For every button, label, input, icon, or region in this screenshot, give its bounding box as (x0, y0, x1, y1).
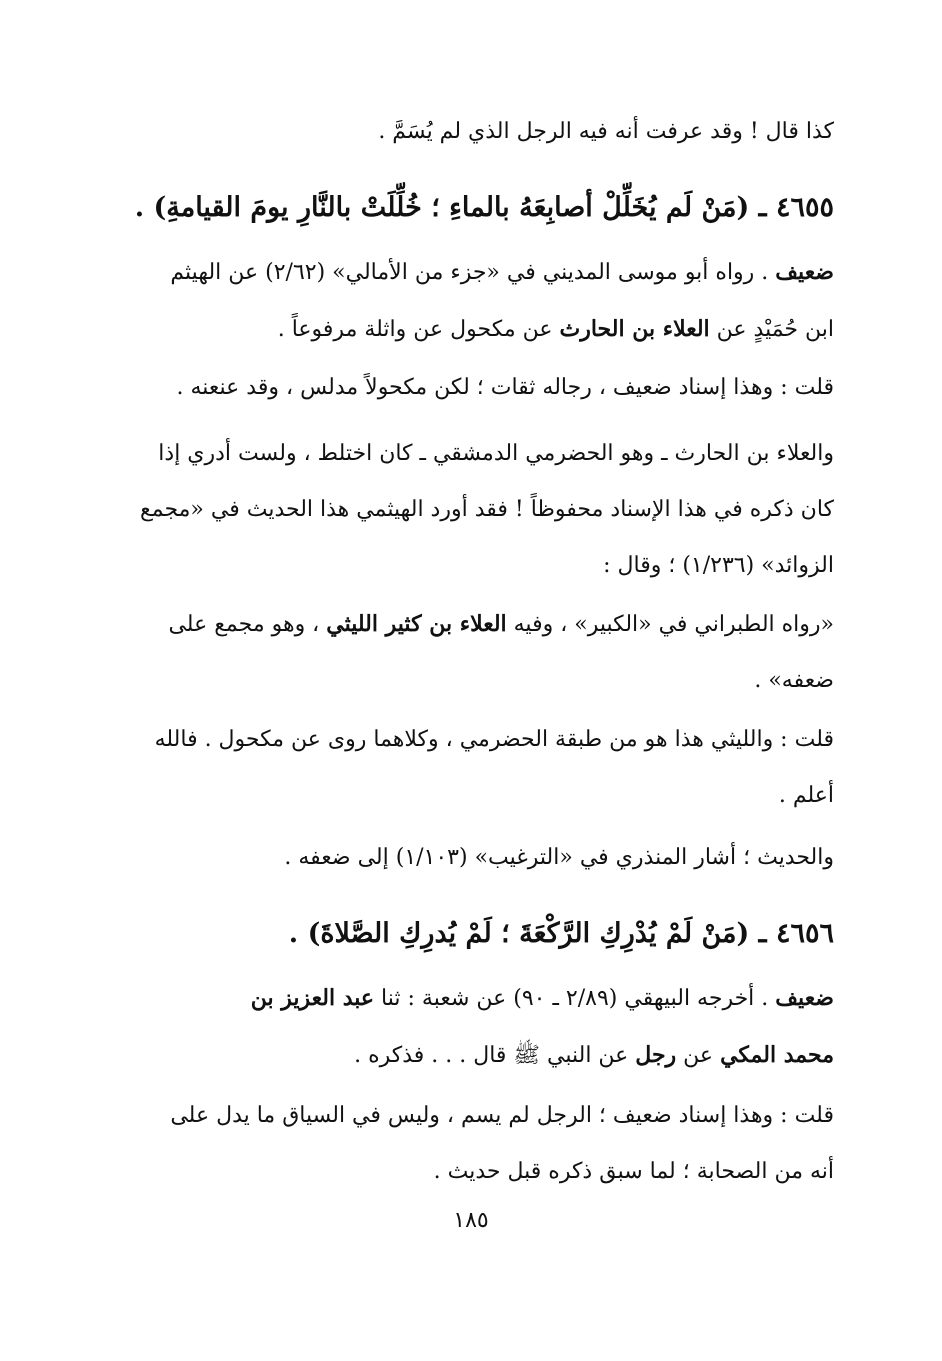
paragraph-6-line-2: أعلم . (778, 783, 834, 808)
narrator-name: عبد العزيز بن (250, 985, 375, 1011)
paragraph-3-text: قلت : وهذا إسناد ضعيف ، رجاله ثقات ؛ لكن مكحولاً مدلس ، وقد عنعنه . (176, 375, 834, 400)
narrator-name: رجل (635, 1042, 677, 1068)
narrator-name: محمد المكي (720, 1042, 834, 1068)
text-segment: . أخرجه البيهقي (٢/٨٩ ـ ٩٠) عن شعبة : ثنا (374, 986, 776, 1011)
paragraph-1 (96, 104, 834, 160)
paragraph-4-line-3: الزوائد» (١/٢٣٦) ؛ وقال : (603, 553, 834, 578)
paragraph-8-line-1 (96, 970, 834, 1027)
hadith-4656-text: ٤٦٥٦ ـ (مَنْ لَمْ يُدْرِكِ الرَّكْعَةَ ؛ لَمْ يُدرِكِ الصَّلاةَ) . (288, 918, 834, 949)
paragraph-9-line-2: أنه من الصحابة ؛ لما سبق ذكره قبل حديث . (433, 1159, 834, 1184)
page-number: ١٨٥ (453, 1208, 489, 1233)
hadith-4655-heading (96, 180, 834, 236)
hadith-4655-text: ٤٦٥٥ ـ (مَنْ لَم يُخَلِّلْ أصابِعَهُ بالماءِ ؛ خُلِّلَتْ بالنَّارِ يومَ القيامةِ) . (134, 192, 834, 223)
paragraph-4 (96, 426, 834, 594)
paragraph-2-line-1-rest: . رواه أبو موسى المديني في «جزء من الأمالي» (٢/٦٢) عن الهيثم (170, 260, 776, 285)
paragraph-3 (96, 360, 834, 416)
paragraph-9-line-1: قلت : وهذا إسناد ضعيف ؛ الرجل لم يسم ، وليس في السياق ما يدل على (170, 1103, 834, 1128)
paragraph-8 (96, 970, 834, 1084)
text-segment: عن (676, 1043, 721, 1068)
paragraph-2-line-1 (96, 244, 834, 301)
text-segment: ابن حُمَيْدٍ عن (709, 317, 834, 342)
paragraph-9 (96, 1088, 834, 1200)
paragraph-5-line-1 (96, 596, 834, 653)
narrator-name: العلاء بن الحارث (559, 316, 710, 342)
narrator-name: العلاء بن كثير الليثي (326, 611, 507, 637)
grade-label: ضعيف (775, 259, 834, 285)
text-segment: ، وهو مجمع على (168, 612, 327, 637)
text-segment: «رواه الطبراني في «الكبير» ، وفيه (506, 612, 834, 637)
paragraph-1-text: كذا قال ! وقد عرفت أنه فيه الرجل الذي لم يُسَمَّ . (378, 119, 834, 144)
paragraph-6 (96, 712, 834, 824)
paragraph-2 (96, 244, 834, 358)
paragraph-7-text: والحديث ؛ أشار المنذري في «الترغيب» (١/١٠٣) إلى ضعفه . (284, 845, 834, 870)
paragraph-4-line-2: كان ذكره في هذا الإسناد محفوظاً ! فقد أورد الهيثمي هذا الحديث في «مجمع (140, 497, 834, 522)
paragraph-7 (96, 830, 834, 886)
paragraph-2-line-2 (96, 301, 834, 358)
grade-label: ضعيف (775, 985, 834, 1011)
text-segment: عن مكحول عن واثلة مرفوعاً . (277, 317, 560, 342)
paragraph-6-line-1: قلت : والليثي هذا هو من طبقة الحضرمي ، وكلاهما روى عن مكحول . فالله (154, 727, 834, 752)
paragraph-8-line-2 (96, 1027, 834, 1084)
hadith-4656-heading (96, 906, 834, 962)
paragraph-4-line-1: والعلاء بن الحارث ـ وهو الحضرمي الدمشقي ـ كان اختلط ، ولست أدري إذا (158, 441, 834, 466)
paragraph-5-line-2: ضعفه» . (754, 668, 834, 693)
paragraph-5-quote (96, 596, 834, 709)
text-segment: عن النبي ﷺ قال . . . فذكره . (354, 1043, 636, 1068)
